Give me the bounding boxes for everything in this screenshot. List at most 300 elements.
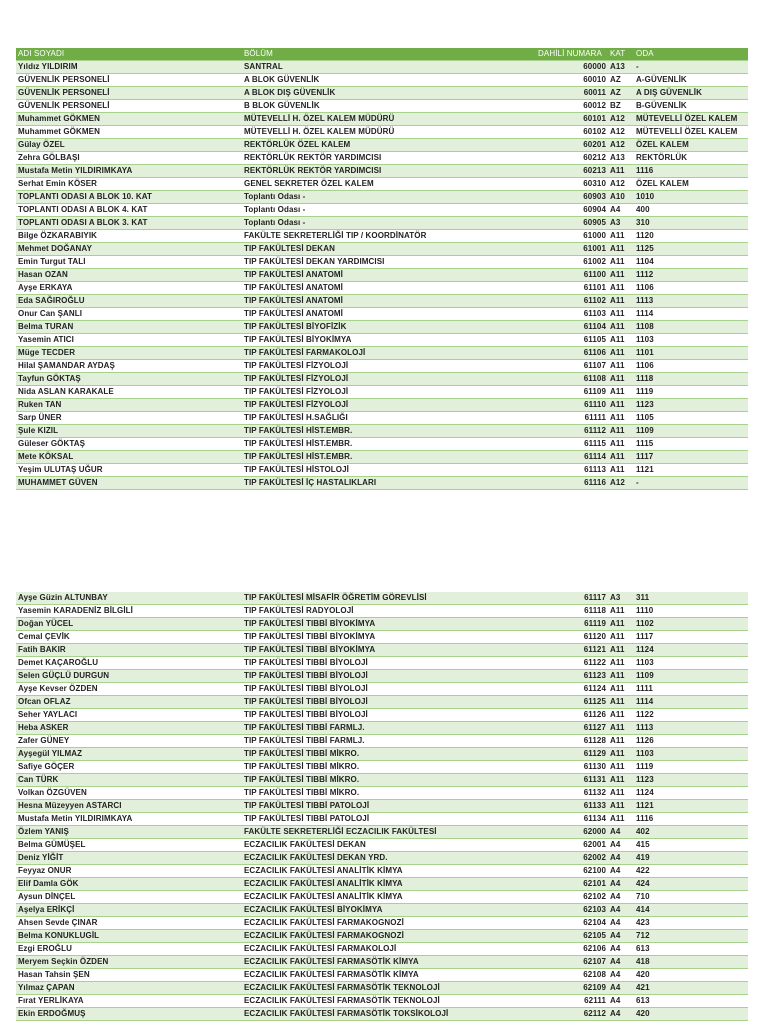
cell-floor: A4 <box>608 904 634 917</box>
cell-floor: A12 <box>608 477 634 490</box>
cell-department: TIP FAKÜLTESİ TIBBİ BİYOLOJİ <box>242 657 508 670</box>
cell-department: GENEL SEKRETER ÖZEL KALEM <box>242 178 508 191</box>
cell-department: TIP FAKÜLTESİ FARMAKOLOJİ <box>242 347 508 360</box>
cell-room: 1106 <box>634 282 748 295</box>
cell-extension: 61102 <box>508 295 608 308</box>
cell-extension: 62105 <box>508 930 608 943</box>
table-row <box>16 657 748 670</box>
cell-name: Gülay ÖZEL <box>16 139 242 152</box>
cell-name: Ekin ERDOĞMUŞ <box>16 1008 242 1021</box>
cell-name: Şule KIZIL <box>16 425 242 438</box>
cell-extension: 61118 <box>508 605 608 618</box>
cell-extension: 61131 <box>508 774 608 787</box>
cell-room: - <box>634 477 748 490</box>
cell-extension: 61113 <box>508 464 608 477</box>
cell-name: Mete KÖKSAL <box>16 451 242 464</box>
cell-name: Belma GÜMÜŞEL <box>16 839 242 852</box>
cell-room: 1108 <box>634 321 748 334</box>
cell-department: TIP FAKÜLTESİ ANATOMİ <box>242 282 508 295</box>
cell-floor: A11 <box>608 761 634 774</box>
cell-floor: A4 <box>608 917 634 930</box>
cell-extension: 61126 <box>508 709 608 722</box>
table-row <box>16 360 748 373</box>
cell-room: MÜTEVELLİ ÖZEL KALEM <box>634 126 748 139</box>
cell-extension: 61128 <box>508 735 608 748</box>
table-row <box>16 709 748 722</box>
table-row <box>16 204 748 217</box>
cell-room: 1119 <box>634 761 748 774</box>
header-department: BÖLÜM <box>242 48 508 61</box>
table-row <box>16 230 748 243</box>
cell-department: TIP FAKÜLTESİ TIBBİ BİYOKİMYA <box>242 618 508 631</box>
cell-floor: A11 <box>608 631 634 644</box>
cell-room: 1121 <box>634 800 748 813</box>
table-row <box>16 464 748 477</box>
cell-extension: 60000 <box>508 61 608 74</box>
table-row <box>16 256 748 269</box>
table-row <box>16 995 748 1008</box>
cell-floor: A11 <box>608 748 634 761</box>
cell-name: Safiye GÖÇER <box>16 761 242 774</box>
cell-extension: 60102 <box>508 126 608 139</box>
cell-floor: A4 <box>608 878 634 891</box>
cell-room: A DIŞ GÜVENLİK <box>634 87 748 100</box>
cell-name: Ayşe Kevser ÖZDEN <box>16 683 242 696</box>
cell-department: TIP FAKÜLTESİ İÇ HASTALIKLARI <box>242 477 508 490</box>
cell-name: TOPLANTI ODASI A BLOK 10. KAT <box>16 191 242 204</box>
cell-extension: 61104 <box>508 321 608 334</box>
cell-department: TIP FAKÜLTESİ FİZYOLOJİ <box>242 399 508 412</box>
cell-floor: A11 <box>608 774 634 787</box>
cell-extension: 61103 <box>508 308 608 321</box>
cell-extension: 62001 <box>508 839 608 852</box>
cell-extension: 61124 <box>508 683 608 696</box>
table-row <box>16 74 748 87</box>
cell-floor: A12 <box>608 113 634 126</box>
table-row <box>16 373 748 386</box>
cell-extension: 61122 <box>508 657 608 670</box>
cell-department: TIP FAKÜLTESİ ANATOMİ <box>242 269 508 282</box>
cell-floor: A11 <box>608 412 634 425</box>
cell-room: 415 <box>634 839 748 852</box>
cell-room: 1109 <box>634 670 748 683</box>
table-row <box>16 605 748 618</box>
cell-extension: 62112 <box>508 1008 608 1021</box>
cell-extension: 61111 <box>508 412 608 425</box>
cell-department: TIP FAKÜLTESİ DEKAN YARDIMCISI <box>242 256 508 269</box>
cell-extension: 61108 <box>508 373 608 386</box>
cell-floor: A11 <box>608 451 634 464</box>
table-row <box>16 477 748 490</box>
cell-name: Ayşegül YILMAZ <box>16 748 242 761</box>
cell-floor: A4 <box>608 852 634 865</box>
table-row <box>16 282 748 295</box>
table-row <box>16 735 748 748</box>
cell-floor: A4 <box>608 995 634 1008</box>
cell-department: TIP FAKÜLTESİ TIBBİ MİKRO. <box>242 761 508 774</box>
cell-department: REKTÖRLÜK REKTÖR YARDIMCISI <box>242 152 508 165</box>
table-row <box>16 917 748 930</box>
cell-extension: 61129 <box>508 748 608 761</box>
cell-name: Ayşe ERKAYA <box>16 282 242 295</box>
cell-room: 311 <box>634 592 748 605</box>
cell-department: TIP FAKÜLTESİ TIBBİ PATOLOJİ <box>242 813 508 826</box>
cell-room: 1118 <box>634 373 748 386</box>
cell-floor: A11 <box>608 282 634 295</box>
table-row <box>16 878 748 891</box>
cell-department: TIP FAKÜLTESİ TIBBİ BİYOKİMYA <box>242 631 508 644</box>
table-row <box>16 425 748 438</box>
cell-name: Ruken TAN <box>16 399 242 412</box>
table-row <box>16 839 748 852</box>
table-row <box>16 386 748 399</box>
cell-name: Can TÜRK <box>16 774 242 787</box>
table-row <box>16 321 748 334</box>
table-row <box>16 800 748 813</box>
cell-department: TIP FAKÜLTESİ RADYOLOJİ <box>242 605 508 618</box>
cell-extension: 61106 <box>508 347 608 360</box>
table-row <box>16 670 748 683</box>
cell-department: ECZACILIK FAKÜLTESİ FARMAKOGNOZİ <box>242 930 508 943</box>
cell-floor: A10 <box>608 191 634 204</box>
cell-extension: 62106 <box>508 943 608 956</box>
cell-department: TIP FAKÜLTESİ FİZYOLOJİ <box>242 373 508 386</box>
cell-extension: 62101 <box>508 878 608 891</box>
cell-floor: A4 <box>608 982 634 995</box>
cell-department: TIP FAKÜLTESİ BİYOFİZİK <box>242 321 508 334</box>
cell-room: ÖZEL KALEM <box>634 178 748 191</box>
cell-extension: 62107 <box>508 956 608 969</box>
cell-extension: 61114 <box>508 451 608 464</box>
cell-floor: A4 <box>608 930 634 943</box>
cell-extension: 61100 <box>508 269 608 282</box>
cell-extension: 61117 <box>508 592 608 605</box>
cell-name: Yasemin KARADENİZ BİLGİLİ <box>16 605 242 618</box>
table-row <box>16 852 748 865</box>
cell-floor: A3 <box>608 217 634 230</box>
cell-room: 1111 <box>634 683 748 696</box>
cell-extension: 61132 <box>508 787 608 800</box>
cell-department: TIP FAKÜLTESİ DEKAN <box>242 243 508 256</box>
cell-room: 1126 <box>634 735 748 748</box>
cell-department: TIP FAKÜLTESİ TIBBİ MİKRO. <box>242 774 508 787</box>
cell-department: ECZACILIK FAKÜLTESİ DEKAN <box>242 839 508 852</box>
cell-floor: A11 <box>608 347 634 360</box>
cell-name: Yılmaz ÇAPAN <box>16 982 242 995</box>
cell-floor: A11 <box>608 618 634 631</box>
cell-floor: A11 <box>608 438 634 451</box>
cell-name: Tayfun GÖKTAŞ <box>16 373 242 386</box>
cell-room: 420 <box>634 1008 748 1021</box>
cell-name: Emin Turgut TALI <box>16 256 242 269</box>
cell-name: Ahsen Sevde ÇINAR <box>16 917 242 930</box>
cell-room: 1114 <box>634 696 748 709</box>
table-row <box>16 347 748 360</box>
cell-name: Muhammet GÖKMEN <box>16 113 242 126</box>
cell-floor: A11 <box>608 644 634 657</box>
table-row <box>16 761 748 774</box>
cell-department: TIP FAKÜLTESİ TIBBİ BİYOLOJİ <box>242 683 508 696</box>
cell-floor: A11 <box>608 295 634 308</box>
cell-room: B-GÜVENLİK <box>634 100 748 113</box>
cell-floor: A11 <box>608 243 634 256</box>
cell-extension: 62111 <box>508 995 608 1008</box>
cell-extension: 62100 <box>508 865 608 878</box>
header-name: ADI SOYADI <box>16 48 242 61</box>
cell-department: TIP FAKÜLTESİ TIBBİ FARMLJ. <box>242 735 508 748</box>
cell-room: 1106 <box>634 360 748 373</box>
table-row <box>16 618 748 631</box>
cell-extension: 62108 <box>508 969 608 982</box>
cell-room: 1115 <box>634 438 748 451</box>
cell-department: Toplantı Odası - <box>242 217 508 230</box>
cell-department: TIP FAKÜLTESİ TIBBİ BİYOLOJİ <box>242 696 508 709</box>
cell-extension: 61112 <box>508 425 608 438</box>
cell-extension: 61109 <box>508 386 608 399</box>
cell-department: REKTÖRLÜK REKTÖR YARDIMCISI <box>242 165 508 178</box>
cell-name: Ofcan OFLAZ <box>16 696 242 709</box>
cell-floor: A11 <box>608 696 634 709</box>
cell-department: TIP FAKÜLTESİ MİSAFİR ÖĞRETİM GÖREVLİSİ <box>242 592 508 605</box>
cell-extension: 62102 <box>508 891 608 904</box>
cell-department: ECZACILIK FAKÜLTESİ ANALİTİK KİMYA <box>242 878 508 891</box>
cell-extension: 61107 <box>508 360 608 373</box>
cell-department: TIP FAKÜLTESİ BİYOKİMYA <box>242 334 508 347</box>
cell-extension: 61105 <box>508 334 608 347</box>
cell-floor: A11 <box>608 230 634 243</box>
cell-floor: A4 <box>608 839 634 852</box>
cell-name: Aysun DİNÇEL <box>16 891 242 904</box>
cell-floor: A3 <box>608 592 634 605</box>
cell-extension: 60213 <box>508 165 608 178</box>
cell-name: Deniz YİĞİT <box>16 852 242 865</box>
cell-floor: A12 <box>608 126 634 139</box>
cell-room: 1103 <box>634 334 748 347</box>
table-row <box>16 399 748 412</box>
cell-room: 1116 <box>634 165 748 178</box>
cell-extension: 60310 <box>508 178 608 191</box>
table-row <box>16 451 748 464</box>
cell-department: TIP FAKÜLTESİ HİSTOLOJİ <box>242 464 508 477</box>
header-extension: DAHİLİ NUMARA <box>508 48 608 61</box>
cell-department: ECZACILIK FAKÜLTESİ ANALİTİK KİMYA <box>242 865 508 878</box>
header-row <box>16 48 748 61</box>
cell-floor: A12 <box>608 178 634 191</box>
cell-extension: 61134 <box>508 813 608 826</box>
cell-room: 613 <box>634 943 748 956</box>
cell-room: 712 <box>634 930 748 943</box>
cell-room: 419 <box>634 852 748 865</box>
cell-floor: A11 <box>608 269 634 282</box>
cell-department: TIP FAKÜLTESİ H.SAĞLIĞI <box>242 412 508 425</box>
cell-floor: A11 <box>608 256 634 269</box>
cell-name: Bilge ÖZKARABIYIK <box>16 230 242 243</box>
cell-room: MÜTEVELLİ ÖZEL KALEM <box>634 113 748 126</box>
cell-room: 1119 <box>634 386 748 399</box>
cell-room: 1104 <box>634 256 748 269</box>
cell-name: Özlem YANIŞ <box>16 826 242 839</box>
cell-name: Mehmet DOĞANAY <box>16 243 242 256</box>
cell-room: 1103 <box>634 748 748 761</box>
cell-room: 1122 <box>634 709 748 722</box>
cell-extension: 60010 <box>508 74 608 87</box>
cell-room: 1105 <box>634 412 748 425</box>
cell-floor: A13 <box>608 61 634 74</box>
cell-floor: BZ <box>608 100 634 113</box>
table-row <box>16 956 748 969</box>
cell-name: Hilal ŞAMANDAR AYDAŞ <box>16 360 242 373</box>
cell-extension: 60101 <box>508 113 608 126</box>
cell-department: A BLOK GÜVENLİK <box>242 74 508 87</box>
cell-room: 1116 <box>634 813 748 826</box>
cell-department: TIP FAKÜLTESİ HİST.EMBR. <box>242 438 508 451</box>
cell-name: Eda SAĞIROĞLU <box>16 295 242 308</box>
cell-name: Onur Can ŞANLI <box>16 308 242 321</box>
table-row <box>16 100 748 113</box>
cell-name: Yeşim ULUTAŞ UĞUR <box>16 464 242 477</box>
table-row <box>16 152 748 165</box>
cell-name: Nida ASLAN KARAKALE <box>16 386 242 399</box>
cell-department: ECZACILIK FAKÜLTESİ FARMASÖTİK TEKNOLOJİ <box>242 982 508 995</box>
cell-department: ECZACILIK FAKÜLTESİ FARMAKOGNOZİ <box>242 917 508 930</box>
table-row <box>16 722 748 735</box>
directory-table-1 <box>16 48 748 490</box>
cell-name: Zehra GÖLBAŞI <box>16 152 242 165</box>
cell-room: 424 <box>634 878 748 891</box>
cell-floor: A11 <box>608 464 634 477</box>
cell-floor: A4 <box>608 826 634 839</box>
table-row <box>16 87 748 100</box>
cell-name: GÜVENLİK PERSONELİ <box>16 100 242 113</box>
cell-name: Yıldız YILDIRIM <box>16 61 242 74</box>
cell-department: SANTRAL <box>242 61 508 74</box>
cell-name: MUHAMMET GÜVEN <box>16 477 242 490</box>
header-floor: KAT <box>608 48 634 61</box>
cell-floor: A4 <box>608 1008 634 1021</box>
table-row <box>16 683 748 696</box>
cell-department: TIP FAKÜLTESİ ANATOMİ <box>242 295 508 308</box>
cell-extension: 60903 <box>508 191 608 204</box>
cell-department: TIP FAKÜLTESİ ANATOMİ <box>242 308 508 321</box>
cell-name: Seher YAYLACI <box>16 709 242 722</box>
cell-room: 1121 <box>634 464 748 477</box>
cell-extension: 62109 <box>508 982 608 995</box>
cell-extension: 61121 <box>508 644 608 657</box>
cell-extension: 60904 <box>508 204 608 217</box>
table-row <box>16 904 748 917</box>
table-row <box>16 295 748 308</box>
cell-room: 1123 <box>634 774 748 787</box>
cell-room: 421 <box>634 982 748 995</box>
cell-name: Volkan ÖZGÜVEN <box>16 787 242 800</box>
directory-table-2 <box>16 592 748 1021</box>
cell-room: 1123 <box>634 399 748 412</box>
cell-department: MÜTEVELLİ H. ÖZEL KALEM MÜDÜRÜ <box>242 113 508 126</box>
cell-extension: 61133 <box>508 800 608 813</box>
cell-floor: A11 <box>608 321 634 334</box>
cell-extension: 61123 <box>508 670 608 683</box>
cell-room: 418 <box>634 956 748 969</box>
cell-extension: 61127 <box>508 722 608 735</box>
cell-room: 310 <box>634 217 748 230</box>
cell-room: 420 <box>634 969 748 982</box>
cell-floor: A4 <box>608 969 634 982</box>
cell-name: Güleser GÖKTAŞ <box>16 438 242 451</box>
table-row <box>16 592 748 605</box>
table-row <box>16 644 748 657</box>
cell-name: Heba ASKER <box>16 722 242 735</box>
cell-department: ECZACILIK FAKÜLTESİ FARMASÖTİK TOKSİKOLOJİ <box>242 1008 508 1021</box>
cell-department: TIP FAKÜLTESİ TIBBİ FARMLJ. <box>242 722 508 735</box>
table-row <box>16 813 748 826</box>
cell-extension: 60011 <box>508 87 608 100</box>
cell-name: Elif Damla GÖK <box>16 878 242 891</box>
table-row <box>16 969 748 982</box>
table-row <box>16 334 748 347</box>
cell-room: 1109 <box>634 425 748 438</box>
cell-department: TIP FAKÜLTESİ FİZYOLOJİ <box>242 386 508 399</box>
cell-department: MÜTEVELLİ H. ÖZEL KALEM MÜDÜRÜ <box>242 126 508 139</box>
cell-floor: A4 <box>608 943 634 956</box>
cell-floor: AZ <box>608 87 634 100</box>
cell-name: Müge TECDER <box>16 347 242 360</box>
table-row <box>16 982 748 995</box>
cell-name: Mustafa Metin YILDIRIMKAYA <box>16 165 242 178</box>
cell-floor: A11 <box>608 373 634 386</box>
cell-room: 1101 <box>634 347 748 360</box>
cell-room: 613 <box>634 995 748 1008</box>
cell-name: Hesna Müzeyyen ASTARCI <box>16 800 242 813</box>
cell-name: Demet KAÇAROĞLU <box>16 657 242 670</box>
cell-floor: A11 <box>608 165 634 178</box>
table-row <box>16 308 748 321</box>
cell-department: ECZACILIK FAKÜLTESİ FARMASÖTİK KİMYA <box>242 969 508 982</box>
cell-department: ECZACILIK FAKÜLTESİ FARMASÖTİK TEKNOLOJİ <box>242 995 508 1008</box>
cell-name: Aşelya ERİKÇİ <box>16 904 242 917</box>
cell-department: REKTÖRLÜK ÖZEL KALEM <box>242 139 508 152</box>
cell-name: Selen GÜÇLÜ DURGUN <box>16 670 242 683</box>
table-row <box>16 269 748 282</box>
table-row <box>16 438 748 451</box>
cell-room: 1113 <box>634 722 748 735</box>
cell-extension: 60212 <box>508 152 608 165</box>
cell-floor: A11 <box>608 605 634 618</box>
cell-room: 1120 <box>634 230 748 243</box>
cell-floor: A11 <box>608 657 634 670</box>
table-row <box>16 891 748 904</box>
cell-floor: A11 <box>608 386 634 399</box>
cell-department: TIP FAKÜLTESİ FİZYOLOJİ <box>242 360 508 373</box>
cell-department: ECZACILIK FAKÜLTESİ BİYOKİMYA <box>242 904 508 917</box>
cell-room: 1117 <box>634 451 748 464</box>
cell-department: ECZACILIK FAKÜLTESİ FARMAKOLOJİ <box>242 943 508 956</box>
cell-room: 423 <box>634 917 748 930</box>
cell-room: 422 <box>634 865 748 878</box>
table-row <box>16 61 748 74</box>
cell-floor: AZ <box>608 74 634 87</box>
table-row <box>16 865 748 878</box>
cell-name: Yasemin ATICI <box>16 334 242 347</box>
cell-department: A BLOK DIŞ GÜVENLİK <box>242 87 508 100</box>
cell-floor: A11 <box>608 308 634 321</box>
cell-extension: 61119 <box>508 618 608 631</box>
cell-room: ÖZEL KALEM <box>634 139 748 152</box>
cell-floor: A11 <box>608 735 634 748</box>
cell-room: 1114 <box>634 308 748 321</box>
table-row <box>16 191 748 204</box>
table-row <box>16 165 748 178</box>
table-row <box>16 1008 748 1021</box>
